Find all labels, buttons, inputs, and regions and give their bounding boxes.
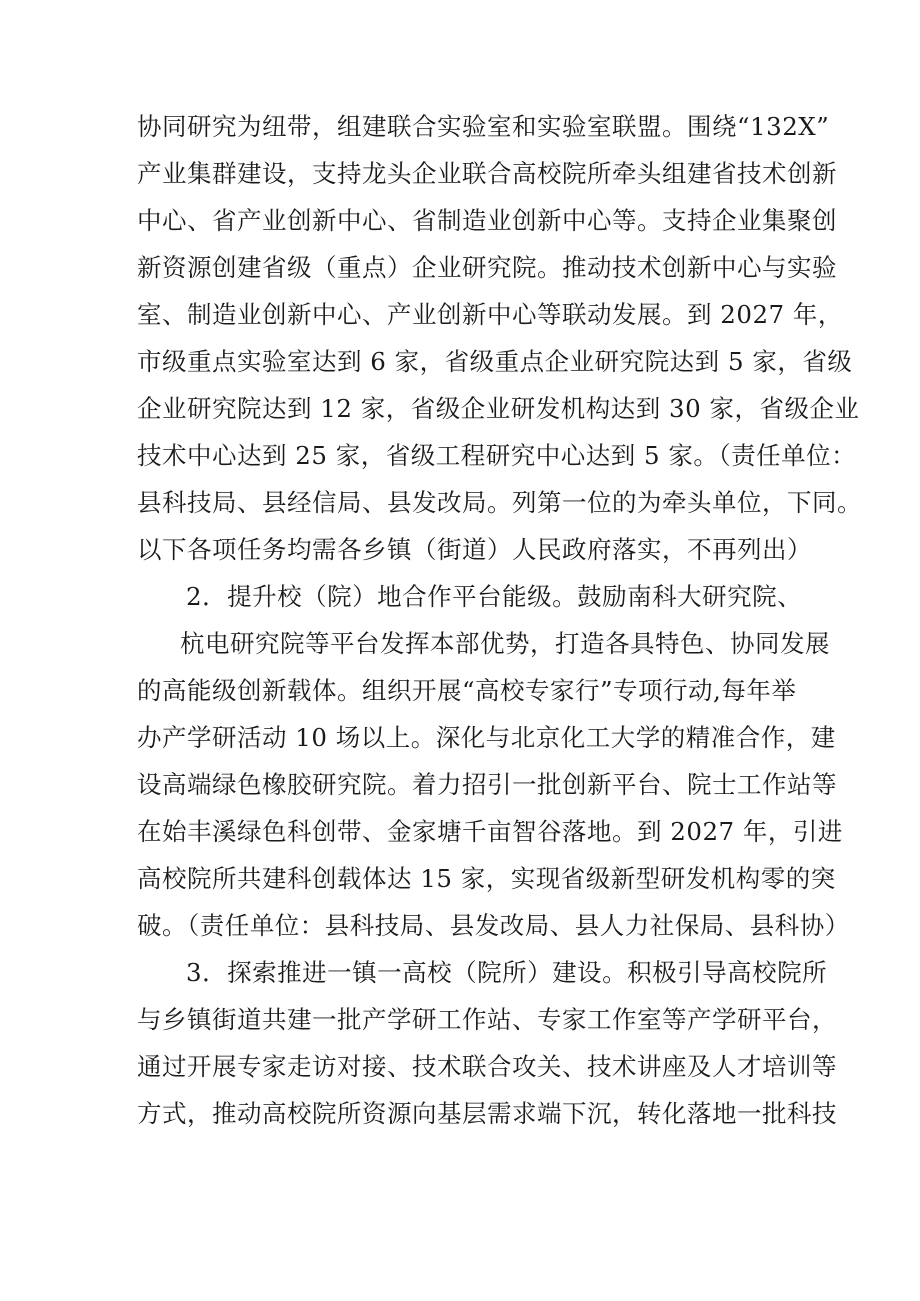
text-line: 技术中心达到 25 家，省级工程研究中心达到 5 家。（责任单位： [137,441,857,470]
text-line: 的高能级创新载体。组织开展“高校专家行”专项行动,每年举 [137,676,797,705]
section-heading-line: 3．探索推进一镇一高校（院所）建设。积极引导高校院所 [186,958,828,987]
text-line: 产业集群建设，支持龙头企业联合高校院所牵头组建省技术创新 [137,159,837,188]
text-line: 与乡镇街道共建一批产学研工作站、专家工作室等产学研平台， [137,1005,837,1034]
text-line: 方式，推动高校院所资源向基层需求端下沉，转化落地一批科技 [137,1099,837,1128]
text-line: 中心、省产业创新中心、省制造业创新中心等。支持企业集聚创 [137,206,837,235]
text-line: 协同研究为纽带，组建联合实验室和实验室联盟。围绕“132X” [137,112,830,141]
text-line: 设高端绿色橡胶研究院。着力招引一批创新平台、院士工作站等 [137,770,837,799]
text-line: 新资源创建省级（重点）企业研究院。推动技术创新中心与实验 [137,253,837,282]
text-line: 在始丰溪绿色科创带、金家塘千亩智谷落地。到 2027 年，引进 [137,817,843,846]
text-line: 市级重点实验室达到 6 家，省级重点企业研究院达到 5 家，省级 [137,347,853,376]
section-heading-line: 2．提升校（院）地合作平台能级。鼓励南科大研究院、 [186,582,803,611]
text-line: 室、制造业创新中心、产业创新中心等联动发展。到 2027 年， [137,300,843,329]
text-line: 企业研究院达到 12 家，省级企业研发机构达到 30 家，省级企业 [137,394,860,423]
text-line: 通过开展专家走访对接、技术联合攻关、技术讲座及人才培训等 [137,1052,837,1081]
text-line: 办产学研活动 10 场以上。深化与北京化工大学的精准合作，建 [137,723,836,752]
text-line: 高校院所共建科创载体达 15 家，实现省级新型研发机构零的突 [137,864,836,893]
text-line: 以下各项任务均需各乡镇（街道）人民政府落实，不再列出） [137,535,812,564]
text-line: 县科技局、县经信局、县发改局。列第一位的为牵头单位，下同。 [137,488,862,517]
text-line: 破。（责任单位：县科技局、县发改局、县人力社保局、县科协） [137,911,850,940]
text-line: 杭电研究院等平台发挥本部优势，打造各具特色、协同发展 [180,629,830,658]
